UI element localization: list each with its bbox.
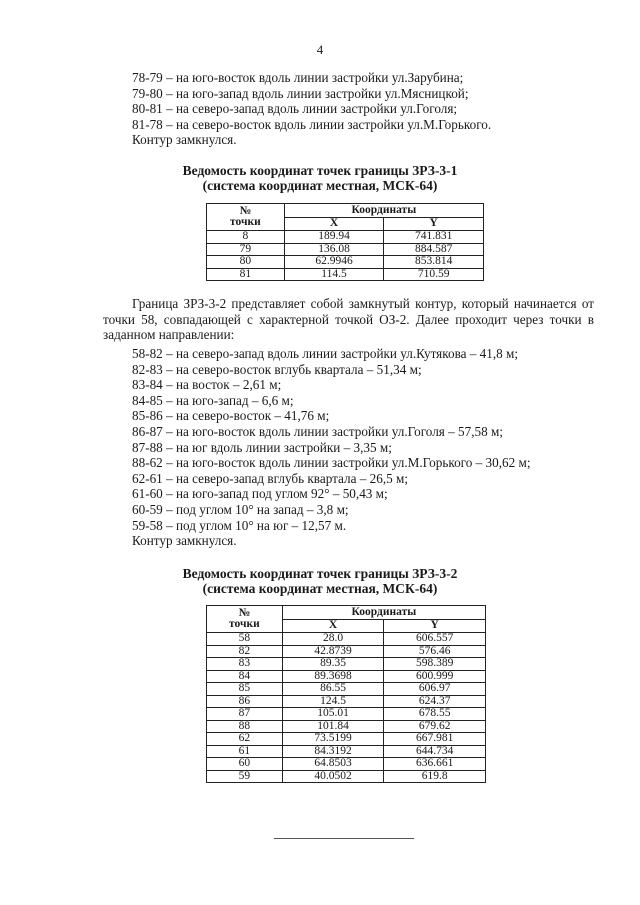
cell-point: 81 — [207, 268, 285, 281]
table-row — [207, 231, 484, 244]
header-point-no — [207, 204, 285, 231]
cell-x: 189.94 — [284, 231, 384, 244]
cell-point: 58 — [207, 633, 283, 646]
intro-lines — [132, 70, 491, 148]
cell-point: 60 — [207, 758, 283, 771]
header-y: Y — [384, 619, 486, 633]
paragraph-text: Граница ЗРЗ-3-2 представляет собой замкнутый контур, который начинается от точки 58, совпадающей с характерной точкой ОЗ-2. Далее проходит через точки в заданном направлении: — [103, 296, 594, 343]
intro-line: 80-81 – на северо-запад вдоль линии застройки ул.Гоголя; — [132, 101, 458, 117]
direction-line: 88-62 – на юго-восток вдоль линии застройки ул.М.Горького – 30,62 м; — [132, 455, 531, 471]
cell-x: 105.01 — [282, 708, 384, 721]
cell-y: 619.8 — [384, 770, 486, 783]
header-y: Y — [384, 217, 484, 231]
cell-x: 89.35 — [282, 658, 384, 671]
cell-x: 28.0 — [282, 633, 384, 646]
table-row — [207, 645, 486, 658]
cell-point: 79 — [207, 243, 285, 256]
direction-line: 58-82 – на северо-запад вдоль линии застройки ул.Кутякова – 41,8 м; — [132, 346, 519, 361]
cell-point: 83 — [207, 658, 283, 671]
cell-point: 80 — [207, 256, 285, 269]
coordinates-table-2 — [206, 605, 486, 783]
header-point-no — [207, 606, 283, 633]
direction-line: 87-88 – на юг вдоль линии застройки – 3,35 м; — [132, 439, 392, 455]
cell-x: 101.84 — [282, 720, 384, 733]
table-row — [207, 633, 486, 646]
table-row — [207, 758, 486, 771]
cell-y: 598.389 — [384, 658, 486, 671]
cell-x: 62.9946 — [284, 256, 384, 269]
cell-point: 8 — [207, 231, 285, 244]
page-number: 4 — [316, 42, 324, 57]
cell-y: 678.55 — [384, 708, 486, 721]
direction-line: 83-84 – на восток – 2,61 м; — [132, 377, 282, 393]
cell-point: 88 — [207, 720, 283, 733]
cell-point: 85 — [207, 683, 283, 696]
cell-x: 86.55 — [282, 683, 384, 696]
direction-line: 85-86 – на северо-восток – 41,76 м; — [132, 408, 330, 424]
cell-point: 82 — [207, 645, 283, 658]
table-row — [207, 658, 486, 671]
cell-y: 644.734 — [384, 745, 486, 758]
table-row — [207, 733, 486, 746]
header-coordinates: Координаты — [282, 606, 485, 620]
header-x: X — [284, 217, 384, 231]
cell-x: 89.3698 — [282, 670, 384, 683]
intro-line: 78-79 – на юго-восток вдоль линии застройки ул.Зарубина; — [132, 70, 464, 85]
cell-y: 667.981 — [384, 733, 486, 746]
table-row — [207, 770, 486, 783]
direction-line: 62-61 – на северо-запад вглубь квартала – 26,5 м; — [132, 470, 409, 486]
cell-y: 606.557 — [384, 633, 486, 646]
table-row — [207, 268, 484, 281]
cell-point: 59 — [207, 770, 283, 783]
coordinates-table-1 — [206, 203, 484, 281]
table1-title-line1: Ведомость координат точек границы ЗРЗ-3-1 — [182, 163, 458, 178]
cell-point: 86 — [207, 695, 283, 708]
cell-y: 679.62 — [384, 720, 486, 733]
cell-x: 73.5199 — [282, 733, 384, 746]
direction-line: 84-85 – на юго-запад – 6,6 м; — [132, 392, 294, 408]
cell-y: 853.814 — [384, 256, 484, 269]
table-row — [207, 745, 486, 758]
cell-point: 84 — [207, 670, 283, 683]
cell-y: 636.661 — [384, 758, 486, 771]
cell-y: 884.587 — [384, 243, 484, 256]
intro-line: 79-80 – на юго-запад вдоль линии застройки ул.Мясницкой; — [132, 85, 469, 101]
table-row — [207, 695, 486, 708]
intro-line: Контур замкнулся. — [132, 132, 237, 148]
cell-y: 741.831 — [384, 231, 484, 244]
cell-x: 124.5 — [282, 695, 384, 708]
direction-lines — [132, 346, 531, 549]
table1-title — [0, 163, 640, 193]
header-point-no-line2: точки — [229, 618, 260, 630]
cell-y: 624.37 — [384, 695, 486, 708]
cell-y: 600.999 — [384, 670, 486, 683]
direction-line: 86-87 – на юго-восток вдоль линии застройки ул.Гоголя – 57,58 м; — [132, 423, 504, 439]
header-point-no-line1: № — [239, 204, 252, 217]
footer-rule — [274, 838, 414, 839]
table1-title-line2: (система координат местная, МСК-64) — [202, 178, 438, 193]
cell-x: 40.0502 — [282, 770, 384, 783]
table2-title-line1: Ведомость координат точек границы ЗРЗ-3-2 — [182, 566, 458, 581]
table-row — [207, 243, 484, 256]
table2-title-line2: (система координат местная, МСК-64) — [202, 581, 438, 596]
cell-x: 114.5 — [284, 268, 384, 281]
cell-x: 64.8503 — [282, 758, 384, 771]
paragraph — [103, 296, 594, 343]
header-coordinates: Координаты — [284, 204, 483, 218]
direction-line: 60-59 – под углом 10° на запад – 3,8 м; — [132, 501, 349, 517]
cell-x: 136.08 — [284, 243, 384, 256]
intro-line: 81-78 – на северо-восток вдоль линии застройки ул.М.Горького. — [132, 116, 492, 132]
cell-point: 61 — [207, 745, 283, 758]
table-row — [207, 670, 486, 683]
cell-point: 87 — [207, 708, 283, 721]
table-row — [207, 256, 484, 269]
cell-x: 84.3192 — [282, 745, 384, 758]
table2-title — [0, 566, 640, 596]
direction-line: 59-58 – под углом 10° на юг – 12,57 м. — [132, 517, 347, 533]
header-point-no-line2: точки — [230, 216, 261, 228]
cell-y: 710.59 — [384, 268, 484, 281]
direction-line: 61-60 – на юго-запад под углом 92° – 50,43 м; — [132, 486, 388, 502]
table-row — [207, 708, 486, 721]
table-row — [207, 683, 486, 696]
cell-y: 576.46 — [384, 645, 486, 658]
cell-y: 606.97 — [384, 683, 486, 696]
cell-x: 42.8739 — [282, 645, 384, 658]
direction-line: 82-83 – на северо-восток вглубь квартала – 51,34 м; — [132, 361, 422, 377]
header-point-no-line1: № — [238, 606, 251, 619]
cell-point: 62 — [207, 733, 283, 746]
direction-line: Контур замкнулся. — [132, 533, 237, 549]
header-x: X — [282, 619, 384, 633]
table-row — [207, 720, 486, 733]
